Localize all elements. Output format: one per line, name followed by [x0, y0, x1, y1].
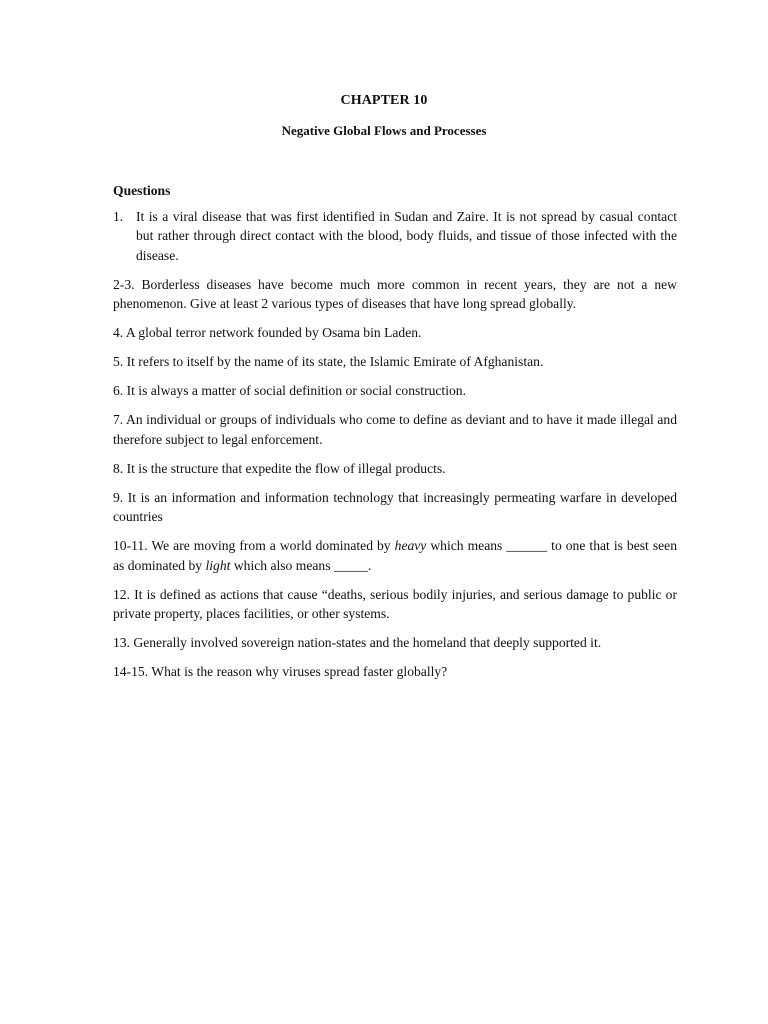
- questions-section: [113, 181, 677, 691]
- question-10-11-part2: which means ______ to one that is best seen as dominated by: [113, 538, 677, 573]
- question-6: 6. It is always a matter of social definition or social construction.: [113, 383, 466, 398]
- question-13: 13. Generally involved sovereign nation-states and the homeland that deeply supported it.: [113, 635, 602, 650]
- question-1: [113, 207, 677, 266]
- chapter-subtitle: Negative Global Flows and Processes: [281, 123, 487, 138]
- question-10-11-heavy: heavy: [394, 538, 427, 553]
- questions-heading: Questions: [113, 183, 171, 198]
- question-1-text: It is a viral disease that was first identified in Sudan and Zaire. It is not spread by casual contact but rather through direct contact with the blood, body fluids, and tissue of those infected with the disease.: [136, 208, 677, 263]
- question-12: 12. It is defined as actions that cause “deaths, serious bodily injuries, and serious damage to public or private property, places facilities, or other systems.: [113, 586, 677, 621]
- question-9: 9. It is an information and information technology that increasingly permeating warfare in developed countries: [113, 489, 677, 524]
- question-5: 5. It refers to itself by the name of its state, the Islamic Emirate of Afghanistan.: [113, 354, 544, 369]
- question-4: 4. A global terror network founded by Osama bin Laden.: [113, 325, 422, 340]
- question-1-number: 1.: [113, 208, 124, 224]
- question-14-15: 14-15. What is the reason why viruses spread faster globally?: [113, 664, 448, 679]
- question-10-11-light: light: [205, 557, 231, 573]
- chapter-title: CHAPTER 10: [340, 93, 428, 108]
- question-7: 7. An individual or groups of individuals who come to define as deviant and to have it made illegal and therefore subject to legal enforcement.: [113, 412, 677, 447]
- question-10-11: [113, 536, 677, 575]
- question-10-11-part1: 10-11. We are moving from a world dominated by: [113, 538, 395, 553]
- question-8: 8. It is the structure that expedite the flow of illegal products.: [113, 460, 446, 476]
- question-10-11-part3: which also means _____.: [230, 557, 372, 573]
- question-2-3: 2-3. Borderless diseases have become much more common in recent years, they are not a new phenomenon. Give at least 2 various types of diseases that have long spread globally.: [113, 276, 677, 311]
